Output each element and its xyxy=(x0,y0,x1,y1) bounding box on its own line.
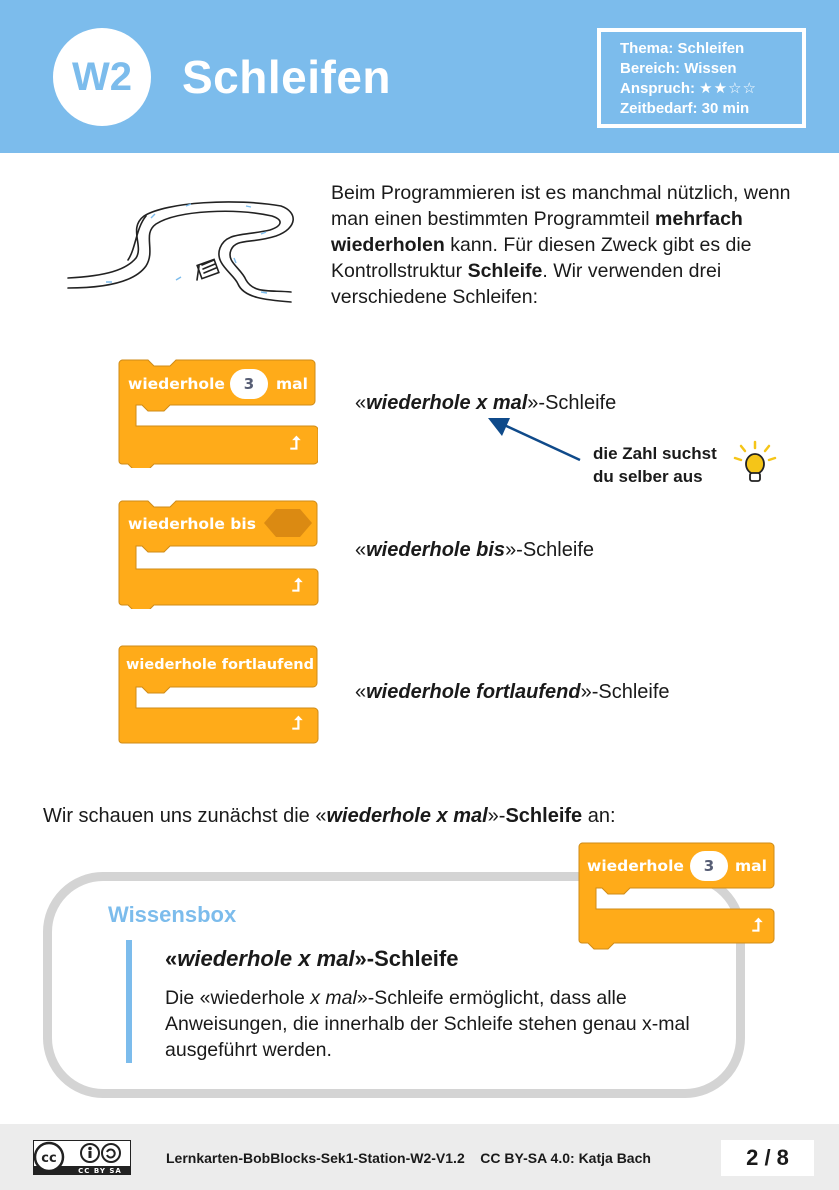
road-loop-illustration xyxy=(66,188,296,308)
forever-description: «wiederhole fortlaufend»-Schleife xyxy=(355,681,670,703)
knowledge-box-accent-bar xyxy=(126,940,132,1063)
repeat-block-example-suffix: mal xyxy=(735,857,767,875)
knowledge-box-body: Die «wiederhole x mal»-Schleife ermöglicht, dass alle Anweisungen, die innerhalb der Schleife stehen genau x-mal ausgeführt werden. xyxy=(165,987,690,1061)
until-block-label: wiederhole bis xyxy=(128,515,256,533)
repeat-block-example-label: wiederhole xyxy=(587,857,684,875)
loop-arrow-icon: ⮥ xyxy=(290,433,301,453)
repeat-count-example-input[interactable]: 3 xyxy=(690,851,728,881)
intro-paragraph: Beim Programmieren ist es manchmal nützlich, wenn man einen bestimmten Programmteil mehrfach wiederholen kann. Für diesen Zweck gibt es die Kontrollstruktur Schleife. Wir verwenden drei verschiedene Schleifen: xyxy=(331,182,791,308)
knowledge-box-title: Wissensbox xyxy=(108,902,237,927)
repeat-count-input[interactable]: 3 xyxy=(230,369,268,399)
station-badge: W2 xyxy=(53,28,151,126)
info-zeitbedarf: Zeitbedarf: 30 min xyxy=(620,100,750,117)
page-number: 2 / 8 xyxy=(721,1140,814,1176)
lightbulb-icon xyxy=(731,440,779,488)
hint-arrow xyxy=(480,412,590,464)
repeat-description: «wiederhole x mal»-Schleife xyxy=(355,392,617,414)
forever-block-label: wiederhole fortlaufend xyxy=(126,657,314,673)
cc-license-label: CC BY SA xyxy=(78,1167,122,1175)
info-box xyxy=(597,28,806,128)
loop-arrow-icon: ⮥ xyxy=(292,575,303,595)
info-thema: Thema: Schleifen xyxy=(620,40,745,57)
loop-arrow-icon: ⮥ xyxy=(752,915,763,935)
info-anspruch: Anspruch: ★★☆☆ xyxy=(620,80,757,97)
footer-credit: Lernkarten-BobBlocks-Sek1-Station-W2-V1.2 CC BY-SA 4.0: Katja Bach xyxy=(166,1150,651,1166)
difficulty-stars: ★★☆☆ xyxy=(699,80,757,97)
hint-text: die Zahl suchst du selber aus xyxy=(593,444,717,486)
until-description: «wiederhole bis»-Schleife xyxy=(355,539,594,561)
repeat-block-label: wiederhole xyxy=(128,375,225,393)
knowledge-box-heading: «wiederhole x mal»-Schleife xyxy=(165,946,459,971)
header-banner xyxy=(0,0,839,153)
page-title: Schleifen xyxy=(182,51,392,103)
repeat-block-suffix: mal xyxy=(276,375,308,393)
info-bereich: Bereich: Wissen xyxy=(620,60,737,77)
loop-arrow-icon: ⮥ xyxy=(292,713,303,733)
lead-sentence: Wir schauen uns zunächst die «wiederhole x mal»-Schleife an: xyxy=(43,805,616,827)
svg-text:cc: cc xyxy=(41,1151,57,1166)
